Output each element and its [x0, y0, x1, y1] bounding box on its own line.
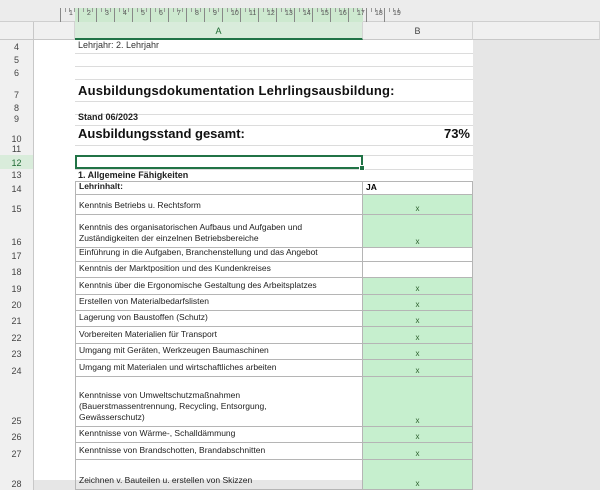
ja-mark: x — [415, 432, 420, 441]
table-row-ja[interactable] — [363, 215, 473, 248]
ja-mark: x — [415, 449, 420, 458]
ruler-label: 8 — [195, 10, 199, 17]
fill-handle[interactable] — [359, 165, 365, 171]
row-header[interactable] — [0, 427, 34, 443]
gridline — [363, 155, 473, 156]
row-number: 10 — [11, 134, 22, 144]
page-ruler — [0, 0, 600, 22]
row-number: 11 — [11, 144, 22, 154]
row-header[interactable] — [0, 460, 34, 490]
table-row-ja[interactable] — [363, 360, 473, 377]
ruler-tick — [222, 8, 223, 22]
row-header[interactable] — [0, 66, 34, 79]
ruler-label: 5 — [141, 10, 145, 17]
row-number: 13 — [11, 170, 22, 180]
ruler-label: 16 — [339, 10, 347, 17]
ruler-tick — [348, 8, 349, 22]
gridline — [363, 114, 473, 115]
row-number: 5 — [13, 55, 19, 65]
ruler-label: 11 — [249, 10, 257, 17]
lehrinhalt-text: Kenntnis Betriebs u. Rechtsform — [79, 200, 201, 210]
ja-mark: x — [415, 416, 420, 425]
document-title[interactable]: Ausbildungsdokumentation Lehrlingsausbildung: — [78, 83, 395, 98]
gridline — [363, 79, 473, 80]
ruler-tick — [186, 8, 187, 22]
row-number: 18 — [11, 267, 22, 277]
row-header[interactable] — [0, 40, 34, 53]
ruler-minor-tick — [317, 8, 318, 12]
ruler-minor-tick — [227, 8, 228, 12]
ruler-minor-tick — [110, 8, 111, 12]
ruler-minor-tick — [182, 8, 183, 12]
lehrinhalt-text: Umgang mit Materialen und wirtschaftliches arbeiten — [79, 362, 277, 372]
row-number: 14 — [11, 184, 22, 194]
section-title[interactable]: 1. Allgemeine Fähigkeiten — [78, 170, 189, 180]
table-row-ja[interactable] — [363, 327, 473, 344]
ja-mark: x — [415, 366, 420, 375]
ruler-tick — [258, 8, 259, 22]
ruler-label: 15 — [321, 10, 329, 17]
gridline — [75, 101, 363, 102]
ja-mark: x — [415, 284, 420, 293]
gridline — [75, 53, 363, 54]
ausbildungsstand-value[interactable]: 73% — [443, 126, 470, 141]
row-number: 16 — [11, 237, 22, 247]
lehrinhalt-text: Kenntnis der Marktposition und des Kundenkreises — [79, 263, 271, 273]
row-number: 7 — [13, 90, 19, 100]
ja-mark: x — [415, 333, 420, 342]
ruler-label: 3 — [105, 10, 109, 17]
table-row-ja[interactable] — [363, 311, 473, 327]
lehrinhalt-text: Umgang mit Geräten, Werkzeugen Baumaschinen — [79, 345, 269, 355]
ruler-label: 17 — [357, 10, 365, 17]
table-row-ja[interactable] — [363, 443, 473, 460]
ruler-tick — [330, 8, 331, 22]
ruler-minor-tick — [128, 8, 129, 12]
table-row-lehrinhalt[interactable] — [75, 327, 363, 344]
table-row-lehrinhalt[interactable] — [75, 195, 363, 215]
ruler-tick — [204, 8, 205, 22]
ruler-label: 18 — [375, 10, 383, 17]
ruler-label: 13 — [285, 10, 293, 17]
row-header[interactable] — [0, 53, 34, 66]
lehrinhalt-text: Kenntnisse von Brandschotten, Brandabschnitten — [79, 445, 266, 455]
table-row-lehrinhalt[interactable] — [75, 215, 363, 248]
table-row-ja[interactable] — [363, 295, 473, 311]
row-number: 26 — [11, 432, 22, 442]
ruler-tick — [78, 8, 79, 22]
ruler-tick — [294, 8, 295, 22]
column-header-b[interactable]: B — [363, 22, 473, 40]
lehrinhalt-text: Lagerung von Baustoffen (Schutz) — [79, 312, 208, 322]
table-row-ja[interactable] — [363, 377, 473, 427]
row-number: 28 — [11, 479, 22, 489]
ruler-minor-tick — [74, 8, 75, 12]
row-number: 4 — [13, 42, 19, 52]
ruler-tick — [312, 8, 313, 22]
ruler-tick — [384, 8, 385, 22]
table-row-lehrinhalt[interactable] — [75, 295, 363, 311]
row-number: 19 — [11, 284, 22, 294]
row-header[interactable] — [0, 278, 34, 295]
table-row-ja[interactable] — [363, 262, 473, 278]
stand-cell[interactable]: Stand 06/2023 — [78, 112, 139, 122]
row-number: 12 — [11, 158, 22, 168]
column-header-rest — [473, 22, 600, 40]
row-number: 20 — [11, 300, 22, 310]
ruler-label: 14 — [303, 10, 311, 17]
ruler-tick — [60, 8, 61, 22]
row-header[interactable] — [0, 125, 34, 145]
ruler-minor-tick — [155, 8, 156, 12]
ruler-minor-tick — [353, 8, 354, 12]
ruler-minor-tick — [263, 8, 264, 12]
row-header[interactable] — [0, 169, 34, 181]
row-number: 8 — [13, 103, 19, 113]
lehrinhalt-text: Kenntnis des organisatorischen Aufbaus und Aufgaben und Zuständigkeiten der einzelnen Betriebsbereiche — [79, 222, 303, 243]
ruler-minor-tick — [92, 8, 93, 12]
ruler-label: 1 — [69, 10, 73, 17]
row-header[interactable] — [0, 262, 34, 278]
ruler-label: 6 — [159, 10, 163, 17]
column-header-a[interactable]: A — [75, 22, 363, 40]
lehrinhalt-text: Kenntnisse von Umweltschutzmaßnahmen (Bauerstmassentrennung, Recycling, Entsorgung, Gewässerschutz) — [79, 390, 267, 422]
ruler-tick — [132, 8, 133, 22]
row-header[interactable] — [0, 248, 34, 262]
table-row-lehrinhalt[interactable] — [75, 377, 363, 427]
row-number: 17 — [11, 251, 22, 261]
ruler-minor-tick — [200, 8, 201, 12]
lehrjahr-cell[interactable]: Lehrjahr: 2. Lehrjahr — [78, 40, 160, 50]
table-row-ja[interactable] — [363, 427, 473, 443]
table-row-lehrinhalt[interactable] — [75, 262, 363, 278]
row-number: 9 — [13, 114, 19, 124]
table-row-lehrinhalt[interactable] — [75, 311, 363, 327]
ja-mark: x — [415, 479, 420, 488]
gridline — [363, 145, 473, 146]
ruler-label: 9 — [213, 10, 217, 17]
lehrinhalt-text: Einführung in die Aufgaben, Branchenstellung und das Angebot — [79, 247, 318, 257]
column-header-gap — [34, 22, 75, 40]
table-row-lehrinhalt[interactable] — [75, 460, 363, 490]
row-header[interactable] — [0, 327, 34, 344]
table-row-lehrinhalt[interactable] — [75, 278, 363, 295]
header-lehrinhalt-label: Lehrinhalt: — [79, 181, 123, 191]
row-header[interactable] — [0, 344, 34, 360]
row-number: 27 — [11, 449, 22, 459]
ruler-label: 2 — [87, 10, 91, 17]
page-margin — [473, 40, 600, 480]
row-number: 24 — [11, 366, 22, 376]
gridline — [75, 66, 363, 67]
row-number: 22 — [11, 333, 22, 343]
gridline — [75, 79, 363, 80]
gridline — [363, 53, 473, 54]
selected-cell-a12[interactable] — [75, 155, 363, 169]
ruler-minor-tick — [137, 8, 138, 12]
row-header[interactable] — [0, 360, 34, 377]
ruler-label: 19 — [393, 10, 401, 17]
ruler-minor-tick — [371, 8, 372, 12]
row-header[interactable] — [0, 79, 34, 101]
ja-mark: x — [415, 349, 420, 358]
ruler-label: 10 — [231, 10, 239, 17]
ruler-tick — [240, 8, 241, 22]
table-row-lehrinhalt[interactable] — [75, 443, 363, 460]
ruler-minor-tick — [299, 8, 300, 12]
row-header[interactable] — [0, 181, 34, 195]
ruler-minor-tick — [173, 8, 174, 12]
ruler-minor-tick — [281, 8, 282, 12]
row-header[interactable] — [0, 145, 34, 155]
table-row-lehrinhalt[interactable] — [75, 427, 363, 443]
ruler-minor-tick — [146, 8, 147, 12]
ruler-label: 12 — [267, 10, 275, 17]
row-number: 15 — [11, 204, 22, 214]
table-row-ja[interactable] — [363, 460, 473, 490]
ruler-label: 4 — [123, 10, 127, 17]
row-header[interactable] — [0, 195, 34, 215]
ruler-tick — [96, 8, 97, 22]
ruler-tick — [276, 8, 277, 22]
table-header-lehrinhalt[interactable] — [75, 181, 363, 195]
ruler-minor-tick — [83, 8, 84, 12]
row-header[interactable] — [0, 443, 34, 460]
ja-mark: x — [415, 316, 420, 325]
ruler-minor-tick — [209, 8, 210, 12]
ruler-tick — [366, 8, 367, 22]
row-header[interactable] — [0, 215, 34, 248]
select-all-corner[interactable] — [0, 22, 34, 40]
row-header[interactable] — [0, 155, 34, 169]
table-row-ja[interactable] — [363, 344, 473, 360]
ruler-minor-tick — [65, 8, 66, 12]
table-row-lehrinhalt[interactable] — [75, 344, 363, 360]
ja-mark: x — [415, 204, 420, 213]
row-header[interactable] — [0, 295, 34, 311]
ja-mark: x — [415, 300, 420, 309]
table-row-ja[interactable] — [363, 278, 473, 295]
table-row-lehrinhalt[interactable] — [75, 248, 363, 262]
ruler-minor-tick — [389, 8, 390, 12]
ausbildungsstand-label[interactable]: Ausbildungsstand gesamt: — [78, 126, 245, 141]
table-row-ja[interactable] — [363, 195, 473, 215]
ruler-label: 7 — [177, 10, 181, 17]
lehrinhalt-text: Vorbereiten Materialien für Transport — [79, 329, 217, 339]
ruler-minor-tick — [245, 8, 246, 12]
ruler-tick — [114, 8, 115, 22]
ruler-tick — [150, 8, 151, 22]
lehrinhalt-text: Erstellen von Materialbedarfslisten — [79, 296, 209, 306]
lehrinhalt-text: Kenntnis über die Ergonomische Gestaltung des Arbeitsplatzes — [79, 280, 317, 290]
row-number: 23 — [11, 349, 22, 359]
lehrinhalt-text: Zeichnen v. Bauteilen u. erstellen von Skizzen — [79, 475, 253, 485]
row-number: 6 — [13, 68, 19, 78]
lehrinhalt-text: Kenntnisse von Wärme-, Schalldämmung — [79, 428, 236, 438]
ruler-minor-tick — [119, 8, 120, 12]
row-number: 21 — [11, 316, 22, 326]
ruler-tick — [168, 8, 169, 22]
row-number: 25 — [11, 416, 22, 426]
ruler-minor-tick — [164, 8, 165, 12]
row-header[interactable] — [0, 101, 34, 114]
table-row-ja[interactable] — [363, 248, 473, 262]
gridline — [75, 145, 363, 146]
header-ja-label: JA — [366, 182, 377, 192]
ja-mark: x — [415, 237, 420, 246]
gridline — [363, 66, 473, 67]
row-header[interactable] — [0, 114, 34, 125]
row-header[interactable] — [0, 311, 34, 327]
gridline — [363, 169, 473, 170]
ruler-minor-tick — [101, 8, 102, 12]
ruler-minor-tick — [335, 8, 336, 12]
row-header[interactable] — [0, 377, 34, 427]
ruler-minor-tick — [191, 8, 192, 12]
gridline — [363, 101, 473, 102]
table-header-ja[interactable] — [363, 181, 473, 195]
ruler-minor-tick — [218, 8, 219, 12]
table-row-lehrinhalt[interactable] — [75, 360, 363, 377]
